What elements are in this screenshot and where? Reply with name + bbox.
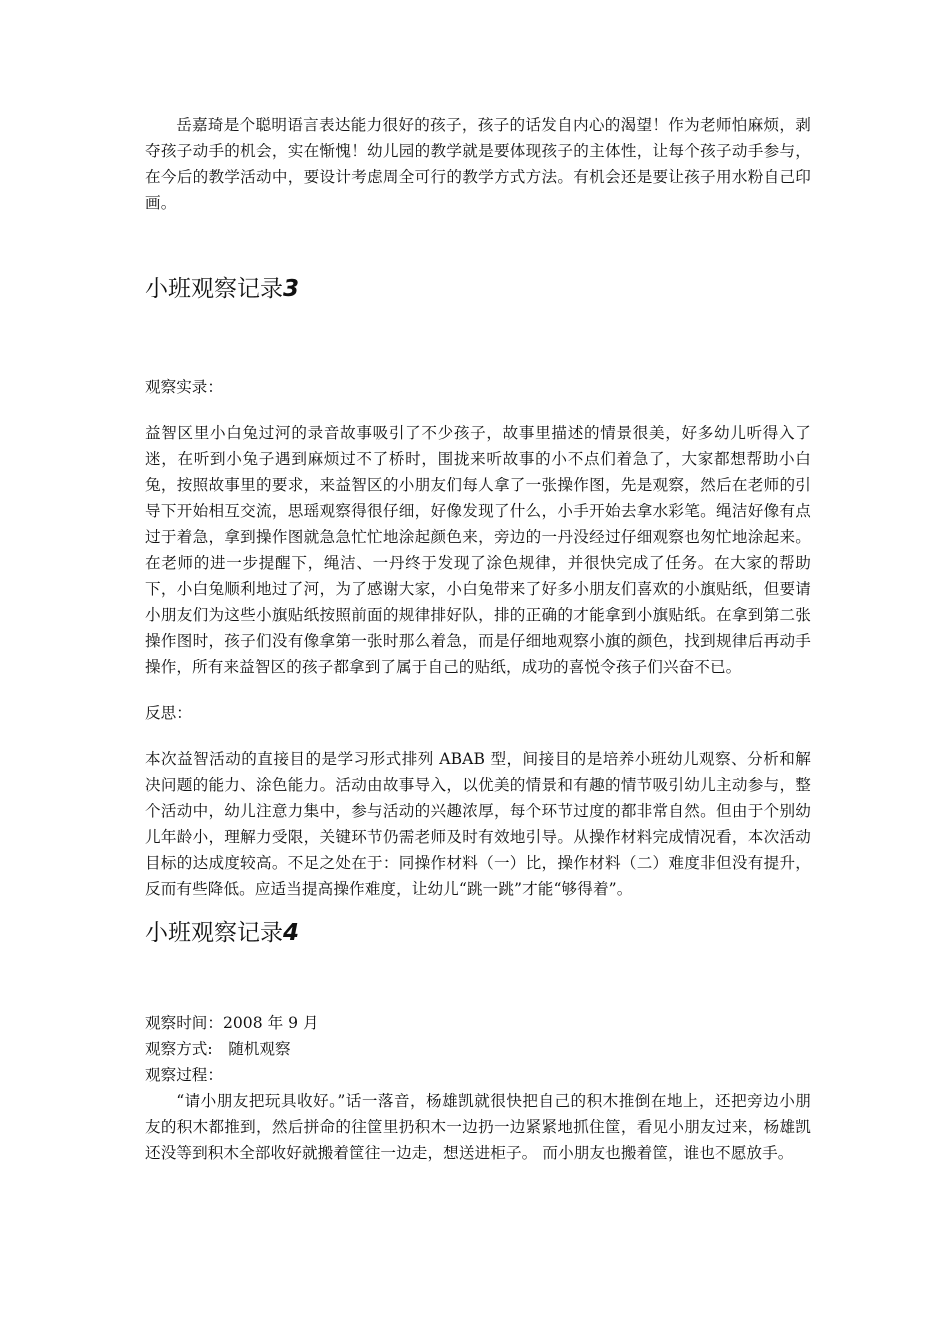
section-3-heading — [145, 272, 811, 306]
observation-process-label: 观察过程： — [145, 1066, 223, 1084]
top-paragraph: 岳嘉琦是个聪明语言表达能力很好的孩子，孩子的话发自内心的渴望！作为老师怕麻烦，剥夺孩子动手的机会，实在惭愧！幼儿园的教学就是要体现孩子的主体性，让每个孩子动手参与，在今后的教学活动中，要设计考虑周全可行的教学方式方法。有机会还是要让孩子用水粉自己印画。 — [145, 116, 811, 212]
observation-process-body: “请小朋友把玩具收好。”话一落音，杨雄凯就很快把自己的积木推倒在地上，还把旁边小朋友的积木都推到，然后拼命的往筐里扔积木一边扔一边紧紧地抓住筐，看见小朋友过来，杨雄凯还没等到积木全部收好就搬着筐往一边走，想送进柜子。 而小朋友也搬着筐，谁也不愿放手。 — [145, 1092, 811, 1162]
document-page — [145, 112, 811, 1166]
record-label: 观察实录： — [145, 378, 223, 396]
section-4-heading-text: 小班观察记录 — [145, 920, 283, 946]
observation-method: 观察方式: 随机观察 — [145, 1040, 291, 1058]
reflection-label: 反思： — [145, 704, 192, 722]
observation-time: 观察时间：2008 年 9 月 — [145, 1014, 319, 1032]
section-4-heading — [145, 916, 811, 950]
reflection-body: 本次益智活动的直接目的是学习形式排列 ABAB 型，间接目的是培养小班幼儿观察、分析和解决问题的能力、涂色能力。活动由故事导入，以优美的情景和有趣的情节吸引幼儿主动参与，整个活动中，幼儿注意力集中，参与活动的兴趣浓厚，每个环节过度的都非常自然。但由于个别幼儿年龄小，理解力受限，关键环节仍需老师及时有效地引导。从操作材料完成情况看，本次活动目标的达成度较高。不足之处在于：同操作材料（一）比，操作材料（二）难度非但没有提升，反而有些降低。应适当提高操作难度，让幼儿“跳一跳”才能“够得着”。 — [145, 750, 811, 898]
section-3-heading-number: 3 — [283, 276, 300, 302]
section-4-heading-number: 4 — [283, 920, 300, 946]
section-3-heading-text: 小班观察记录 — [145, 276, 283, 302]
record-body: 益智区里小白兔过河的录音故事吸引了不少孩子，故事里描述的情景很美，好多幼儿听得入了迷，在听到小兔子遇到麻烦过不了桥时，围拢来听故事的小不点们着急了，大家都想帮助小白兔，按照故事里的要求，来益智区的小朋友们每人拿了一张操作图，先是观察，然后在老师的引导下开始相互交流，思瑶观察得很仔细，好像发现了什么，小手开始去拿水彩笔。绳洁好像有点过于着急，拿到操作图就急急忙忙地涂起颜色来，旁边的一丹没经过仔细观察也匆忙地涂起来。在老师的进一步提醒下，绳洁、一丹终于发现了涂色规律，并很快完成了任务。在大家的帮助下，小白兔顺利地过了河，为了感谢大家，小白兔带来了好多小朋友们喜欢的小旗贴纸，但要请小朋友们为这些小旗贴纸按照前面的规律排好队，排的正确的才能拿到小旗贴纸。在拿到第二张操作图时，孩子们没有像拿第一张时那么着急，而是仔细地观察小旗的颜色，找到规律后再动手操作，所有来益智区的孩子都拿到了属于自己的贴纸，成功的喜悦令孩子们兴奋不已。 — [145, 424, 811, 676]
